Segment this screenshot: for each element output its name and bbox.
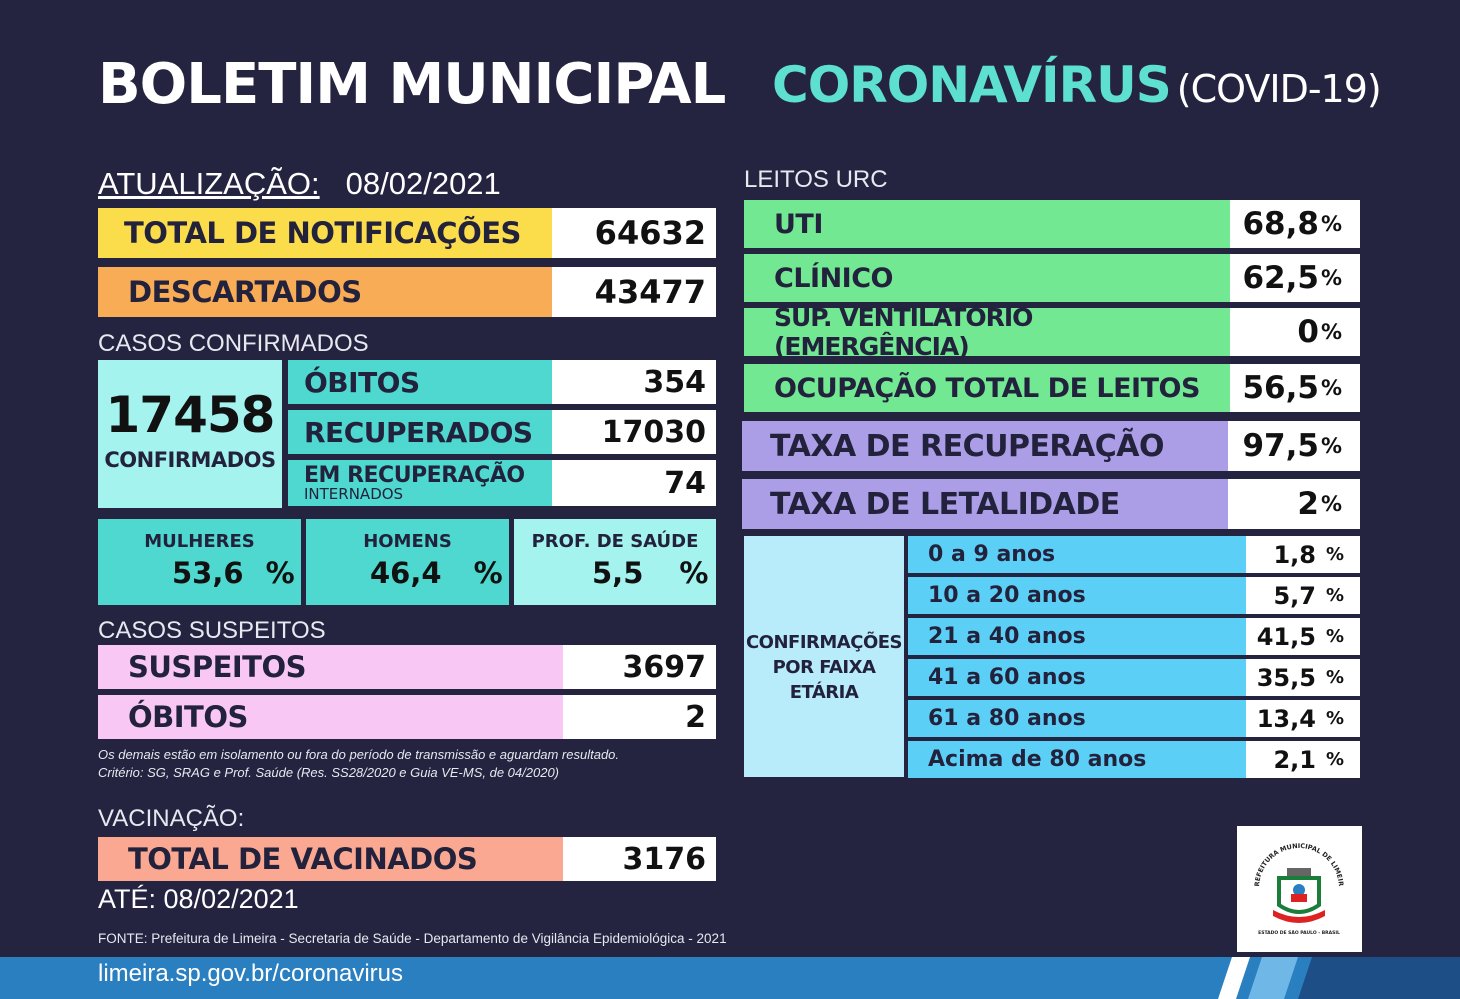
confirmed-total-label: CONFIRMADOS — [104, 448, 276, 472]
age-value-unit: % — [1325, 708, 1344, 729]
health-prof-label: PROF. DE SAÚDE — [531, 531, 699, 552]
bed-value-uti-unit: % — [1320, 212, 1342, 236]
discarded-row — [98, 267, 716, 317]
vaccination-until — [98, 884, 299, 915]
recovering-label: EM RECUPERAÇÃO — [304, 463, 525, 488]
men-value: 46,4 — [370, 556, 442, 590]
bed-value-total — [1230, 364, 1360, 412]
vaccination-until-label: ATÉ: — [98, 884, 157, 914]
age-label: 41 a 60 anos — [908, 659, 1246, 696]
age-title-1: CONFIRMAÇÕES — [745, 632, 903, 653]
age-label: 10 a 20 anos — [908, 577, 1246, 614]
men-unit: % — [473, 556, 503, 590]
age-value — [1246, 659, 1360, 696]
notifications-row — [98, 208, 716, 258]
recovered-row — [288, 410, 716, 454]
bed-row-total — [744, 364, 1360, 412]
covid-title-main: CORONAVÍRUS — [772, 56, 1171, 114]
page-title: BOLETIM MUNICIPAL — [98, 52, 726, 117]
women-box — [98, 519, 301, 605]
suspects-label: SUSPEITOS — [98, 645, 563, 689]
bed-value-uti-num: 68,8 — [1242, 206, 1319, 242]
men-box — [306, 519, 509, 605]
bed-row-ventilatorio — [744, 303, 1360, 361]
health-prof-unit: % — [679, 556, 709, 590]
rate-value-lethality-num: 2 — [1297, 486, 1319, 522]
suspect-deaths-row — [98, 695, 716, 739]
source-text: FONTE: Prefeitura de Limeira - Secretaria de Saúde - Departamento de Vigilância Epidemiológica - 2021 — [98, 931, 727, 946]
age-value-num: 13,4 — [1256, 704, 1316, 733]
update-label: ATUALIZAÇÃO: — [98, 166, 320, 201]
age-value — [1246, 577, 1360, 614]
suspects-note-1: Os demais estão em isolamento ou fora do período de transmissão e aguardam resultado. — [98, 747, 620, 762]
suspects-note — [98, 746, 619, 782]
bed-value-ventilatorio-num: 0 — [1297, 314, 1319, 350]
suspects-note-2: Critério: SG, SRAG e Prof. Saúde (Res. SS28/2020 e Guia VE-MS, de 04/2020) — [98, 765, 560, 780]
deaths-row — [288, 360, 716, 404]
rate-value-lethality — [1228, 479, 1360, 529]
bed-value-total-num: 56,5 — [1242, 370, 1319, 406]
rate-row-recovery — [742, 421, 1360, 471]
age-value-num: 1,8 — [1273, 540, 1316, 569]
age-row — [908, 536, 1360, 573]
age-row — [908, 700, 1360, 737]
age-label: 0 a 9 anos — [908, 536, 1246, 573]
suspect-deaths-label: ÓBITOS — [98, 695, 563, 739]
suspects-row — [98, 645, 716, 689]
update-line — [98, 166, 501, 202]
city-crest-icon — [1237, 826, 1362, 952]
age-title-2: POR FAIXA — [772, 657, 876, 678]
age-value-num: 41,5 — [1256, 622, 1316, 651]
recovered-label: RECUPERADOS — [288, 410, 552, 454]
vaccination-section-label: VACINAÇÃO: — [98, 805, 245, 832]
recovering-label-box — [288, 460, 552, 506]
svg-text:ESTADO DE SÃO PAULO - BRASIL: ESTADO DE SÃO PAULO - BRASIL — [1258, 931, 1340, 936]
rate-label-recovery: TAXA DE RECUPERAÇÃO — [742, 421, 1228, 471]
bed-value-clinico-unit: % — [1320, 266, 1342, 290]
bed-label-ventilatorio: SUP. VENTILATÓRIO (EMERGÊNCIA) — [744, 308, 1230, 356]
bed-value-ventilatorio-unit: % — [1320, 320, 1342, 344]
rate-label-lethality: TAXA DE LETALIDADE — [742, 479, 1228, 529]
age-value — [1246, 536, 1360, 573]
rate-value-recovery-unit: % — [1320, 434, 1342, 458]
recovered-value: 17030 — [552, 410, 716, 454]
covid-title-sub: (COVID-19) — [1176, 67, 1381, 111]
rate-value-recovery — [1228, 421, 1360, 471]
health-prof-value: 5,5 — [592, 556, 644, 590]
age-value-num: 5,7 — [1273, 581, 1316, 610]
city-logo — [1237, 826, 1362, 952]
age-value-unit: % — [1325, 585, 1344, 606]
health-prof-box — [514, 519, 716, 605]
update-date: 08/02/2021 — [345, 166, 501, 201]
beds-section-label: LEITOS URC — [744, 166, 888, 193]
bed-row-clinico — [744, 254, 1360, 302]
vaccination-until-date: 08/02/2021 — [163, 884, 299, 914]
age-label: 21 a 40 anos — [908, 618, 1246, 655]
vaccinated-value: 3176 — [563, 837, 716, 881]
age-row — [908, 577, 1360, 614]
women-label: MULHERES — [144, 531, 255, 552]
bed-value-total-unit: % — [1320, 376, 1342, 400]
suspects-value: 3697 — [563, 645, 716, 689]
age-title-3: ETÁRIA — [789, 682, 859, 703]
rate-value-lethality-unit: % — [1320, 492, 1342, 516]
women-value: 53,6 — [172, 556, 244, 590]
recovering-value: 74 — [552, 460, 716, 506]
age-value-unit: % — [1325, 626, 1344, 647]
age-label: Acima de 80 anos — [908, 741, 1246, 778]
age-value-num: 2,1 — [1273, 745, 1316, 774]
svg-text:PREFEITURA MUNICIPAL DE LIMEIR: REFEITURA MUNICIPAL DE LIMEIR — [1252, 841, 1346, 887]
rate-value-recovery-num: 97,5 — [1242, 428, 1319, 464]
suspect-deaths-value: 2 — [563, 695, 716, 739]
covid-title — [772, 56, 1381, 114]
footer-url-link[interactable]: limeira.sp.gov.br/coronavirus — [98, 960, 404, 987]
bed-label-total: OCUPAÇÃO TOTAL DE LEITOS — [744, 364, 1230, 412]
discarded-label: DESCARTADOS — [98, 267, 552, 317]
women-unit: % — [265, 556, 295, 590]
recovering-row — [288, 460, 716, 506]
rate-row-lethality — [742, 479, 1360, 529]
age-row — [908, 741, 1360, 778]
age-value-unit: % — [1325, 749, 1344, 770]
age-value — [1246, 741, 1360, 778]
age-title-box — [744, 536, 904, 777]
age-row — [908, 618, 1360, 655]
confirmed-total-box — [98, 360, 282, 508]
age-value-unit: % — [1325, 667, 1344, 688]
bed-value-uti — [1230, 200, 1360, 248]
age-label: 61 a 80 anos — [908, 700, 1246, 737]
deaths-label: ÓBITOS — [288, 360, 552, 404]
suspects-section-label: CASOS SUSPEITOS — [98, 617, 326, 644]
age-value-unit: % — [1325, 544, 1344, 565]
deaths-value: 354 — [552, 360, 716, 404]
bed-value-clinico — [1230, 254, 1360, 302]
men-label: HOMENS — [363, 531, 452, 552]
bed-label-uti: UTI — [744, 200, 1230, 248]
vaccinated-label: TOTAL DE VACINADOS — [98, 837, 563, 881]
confirmed-section-label: CASOS CONFIRMADOS — [98, 330, 369, 357]
recovering-sublabel: INTERNADOS — [304, 485, 404, 503]
confirmed-total-value: 17458 — [105, 386, 275, 444]
age-value — [1246, 618, 1360, 655]
discarded-value: 43477 — [552, 267, 716, 317]
notifications-value: 64632 — [552, 208, 716, 258]
notifications-label: TOTAL DE NOTIFICAÇÕES — [98, 208, 552, 258]
bed-row-uti — [744, 200, 1360, 248]
age-value — [1246, 700, 1360, 737]
bed-label-clinico: CLÍNICO — [744, 254, 1230, 302]
vaccinated-row — [98, 837, 716, 881]
bed-value-clinico-num: 62,5 — [1242, 260, 1319, 296]
age-value-num: 35,5 — [1256, 663, 1316, 692]
age-row — [908, 659, 1360, 696]
bed-value-ventilatorio — [1230, 308, 1360, 356]
